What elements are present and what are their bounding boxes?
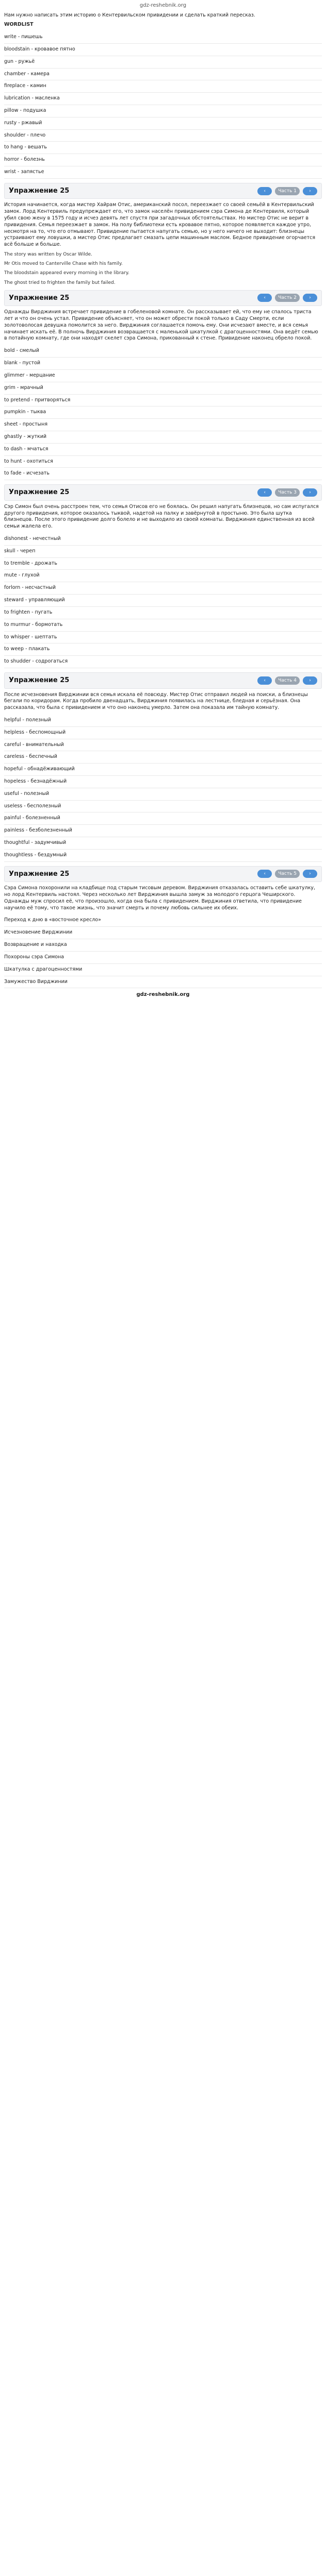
list-item: sheet - простыня [4, 419, 322, 431]
list-item: Шкатулка с драгоценностями [4, 964, 322, 976]
wordlist-4 [4, 715, 322, 862]
list-item: chamber - камера [4, 69, 322, 81]
list-item: careless - беспечный [4, 751, 322, 764]
answer-line: Mr Otis moved to Canterville Chase with his family. [4, 261, 123, 267]
list-item: fireplace - камин [4, 80, 322, 93]
list-item: to dash - мчаться [4, 444, 322, 456]
list-item: useful - полезный [4, 788, 322, 801]
list-item: thoughtless - бездумный [4, 850, 322, 862]
prev-button[interactable]: ‹ [257, 187, 272, 195]
list-item: skull - череп [4, 546, 322, 558]
next-button[interactable]: › [303, 187, 317, 195]
list-item: to fade - исчезать [4, 468, 322, 480]
exercise-title: Упражнение 25 [9, 870, 70, 878]
list-item: wrist - запястье [4, 166, 322, 179]
exercise-title: Упражнение 25 [9, 676, 70, 684]
list-item: horror - болезнь [4, 154, 322, 166]
list-item: grim - мрачный [4, 382, 322, 395]
list-item: helpful - полезный [4, 715, 322, 727]
next-button[interactable]: › [303, 488, 317, 497]
prev-button[interactable]: ‹ [257, 870, 272, 878]
answer-line: The bloodstain appeared every morning in the library. [4, 270, 129, 276]
plan-list [4, 914, 322, 988]
tag-badge: Часть 5 [275, 870, 300, 878]
exercise-text: История начинается, когда мистер Хайрам Отис, американский посол, переезжает со своей семьёй в Кентервильский замок. Лорд Кентервиль предупреждает его, что замок населён привидением сэра Симона де Кентервиля, который убил свою жену в 1575 году и исчез девять лет спустя при загадочных обстоятельствах. Но мистер Отис не верит в привидения. Семья переезжает в замок. На полу библиотеки есть кровавое пятно, которое появляется каждое утро, несмотря на то, что его отмывают. Привидение пытается напугать семью, но у него ничего не выходит: близнецы устраивают ему ловушки, а мистер Отис предлагает смазать цепи машинным маслом. Бедное привидение огорчается всё больше и больше. [4, 202, 316, 248]
list-item: shoulder - плечо [4, 130, 322, 142]
exercise-header [4, 183, 322, 199]
list-item: hopeful - обнадёживающий [4, 764, 322, 776]
footer-watermark: gdz-reshebnik.org [136, 992, 190, 998]
list-item: to shudder - содрогаться [4, 656, 322, 668]
list-item: mute - глухой [4, 570, 322, 582]
list-item: to whisper - шептать [4, 632, 322, 644]
list-item: Возвращение и находка [4, 939, 322, 952]
tag-badge: Часть 4 [275, 676, 300, 685]
answer-line: The story was written by Oscar Wilde. [4, 252, 92, 258]
list-item: steward - управляющий [4, 595, 322, 607]
list-item: Похороны сэра Симона [4, 952, 322, 964]
list-item: hopeless - безнадёжный [4, 776, 322, 788]
list-item: to murmur - бормотать [4, 619, 322, 632]
list-item: to tremble - дрожать [4, 558, 322, 570]
list-item: forlorn - несчастный [4, 582, 322, 595]
prev-button[interactable]: ‹ [257, 676, 272, 685]
tag-badge: Часть 1 [275, 187, 300, 195]
exercise-text: Сэра Симона похоронили на кладбище под старым тисовым деревом. Вирджиния отказалась оставить себе шкатулку, но лорд Кентервиль настоял. Через несколько лет Вирджиния вышла замуж за молодого герцога Чеширского. Однажды муж спросил её, что произошло, когда она была с привидением. Вирджиния ответила, что привидение научило её тому, что такое жизнь, что значит смерть и почему любовь сильнее их обеих. [4, 885, 316, 911]
wordlist-heading: WORDLIST [4, 22, 34, 28]
list-item: Замужество Вирджинии [4, 976, 322, 989]
tag-badge: Часть 3 [275, 488, 300, 497]
list-item: blank - пустой [4, 358, 322, 370]
list-item: write - пишешь [4, 31, 322, 44]
exercise-text: Однажды Вирджиния встречает привидение в гобеленовой комнате. Он рассказывает ей, что ему не спалось триста лет и что он очень устал. Привидение объясняет, что он может обрести покой только в Саду Смерти, если золотоволосая девушка помолится за него. Вирджиния соглашается помочь ему. Они исчезают вместе, и вся семья начинает искать её. В полночь Вирджиния возвращается с маленькой шкатулкой с драгоценностями. Она ведёт семью в потайную комнату, где они находят скелет сэра Симона, прикованный к стене. Привидение наконец обрело покой. [4, 309, 318, 342]
list-item: ghastly - жуткий [4, 431, 322, 444]
list-item: thoughtful - задумчивый [4, 837, 322, 850]
top-watermark: gdz-reshebnik.org [139, 3, 187, 8]
list-item: to weep - плакать [4, 643, 322, 656]
wordlist-1 [4, 31, 322, 179]
list-item: to hunt - охотиться [4, 456, 322, 468]
list-item: dishonest - нечестный [4, 533, 322, 546]
list-item: Исчезновение Вирджинии [4, 927, 322, 939]
list-item: to pretend - притворяться [4, 395, 322, 407]
exercise-title: Упражнение 25 [9, 294, 70, 302]
exercise-header [4, 484, 322, 501]
wordlist-3 [4, 533, 322, 668]
exercise-title: Упражнение 25 [9, 488, 70, 497]
list-item: Переход к дню в «восточное кресло» [4, 914, 322, 927]
intro-text: Нам нужно написать этим историю о Кентервильском привидении и сделать краткий пересказ. [4, 12, 255, 18]
list-item: gun - ружьё [4, 56, 322, 69]
list-item: bloodstain - кровавое пятно [4, 44, 322, 56]
list-item: lubrication - масленка [4, 93, 322, 105]
list-item: painful - болезненный [4, 812, 322, 825]
exercise-header [4, 290, 322, 307]
prev-button[interactable]: ‹ [257, 294, 272, 302]
wordlist-2 [4, 345, 322, 480]
tag-badge: Часть 2 [275, 294, 300, 302]
list-item: careful - внимательный [4, 739, 322, 752]
next-button[interactable]: › [303, 676, 317, 685]
exercise-title: Упражнение 25 [9, 187, 70, 195]
list-item: to frighten - пугать [4, 607, 322, 619]
prev-button[interactable]: ‹ [257, 488, 272, 497]
list-item: helpless - беспомощный [4, 727, 322, 739]
exercise-header [4, 866, 322, 883]
answer-line: The ghost tried to frighten the family but failed. [4, 280, 116, 285]
exercise-header [4, 672, 322, 689]
next-button[interactable]: › [303, 294, 317, 302]
list-item: to hang - вешать [4, 142, 322, 154]
list-item: painless - безболезненный [4, 825, 322, 837]
list-item: pillow - подушка [4, 105, 322, 117]
list-item: rusty - ржавый [4, 117, 322, 130]
list-item: glimmer - мерцание [4, 370, 322, 382]
next-button[interactable]: › [303, 870, 317, 878]
list-item: bold - смелый [4, 345, 322, 358]
list-item: useless - бесполезный [4, 801, 322, 813]
exercise-text: Сэр Симон был очень расстроен тем, что семья Отисов его не боялась. Он решил напугать близнецов, но сам испугался другого привидения, которое оказалось тыквой, надетой на палку и завёрнутой в простыню. Это была шутка близнецов. После этого привидение долго болело и не выходило из своей комнаты. Вирджиния единственная из всей семьи жалела его. [4, 503, 319, 530]
list-item: pumpkin - тыква [4, 406, 322, 419]
exercise-text: После исчезновения Вирджинии вся семья искала её повсюду. Мистер Отис отправил людей на поиски, а близнецы бегали по коридорам. Когда пробило двенадцать, Вирджиния появилась на лестнице, бледная и серьёзная. Она рассказала, что была с привидением и что оно наконец умерло. Затем она показала им тайную комнату. [4, 691, 308, 711]
